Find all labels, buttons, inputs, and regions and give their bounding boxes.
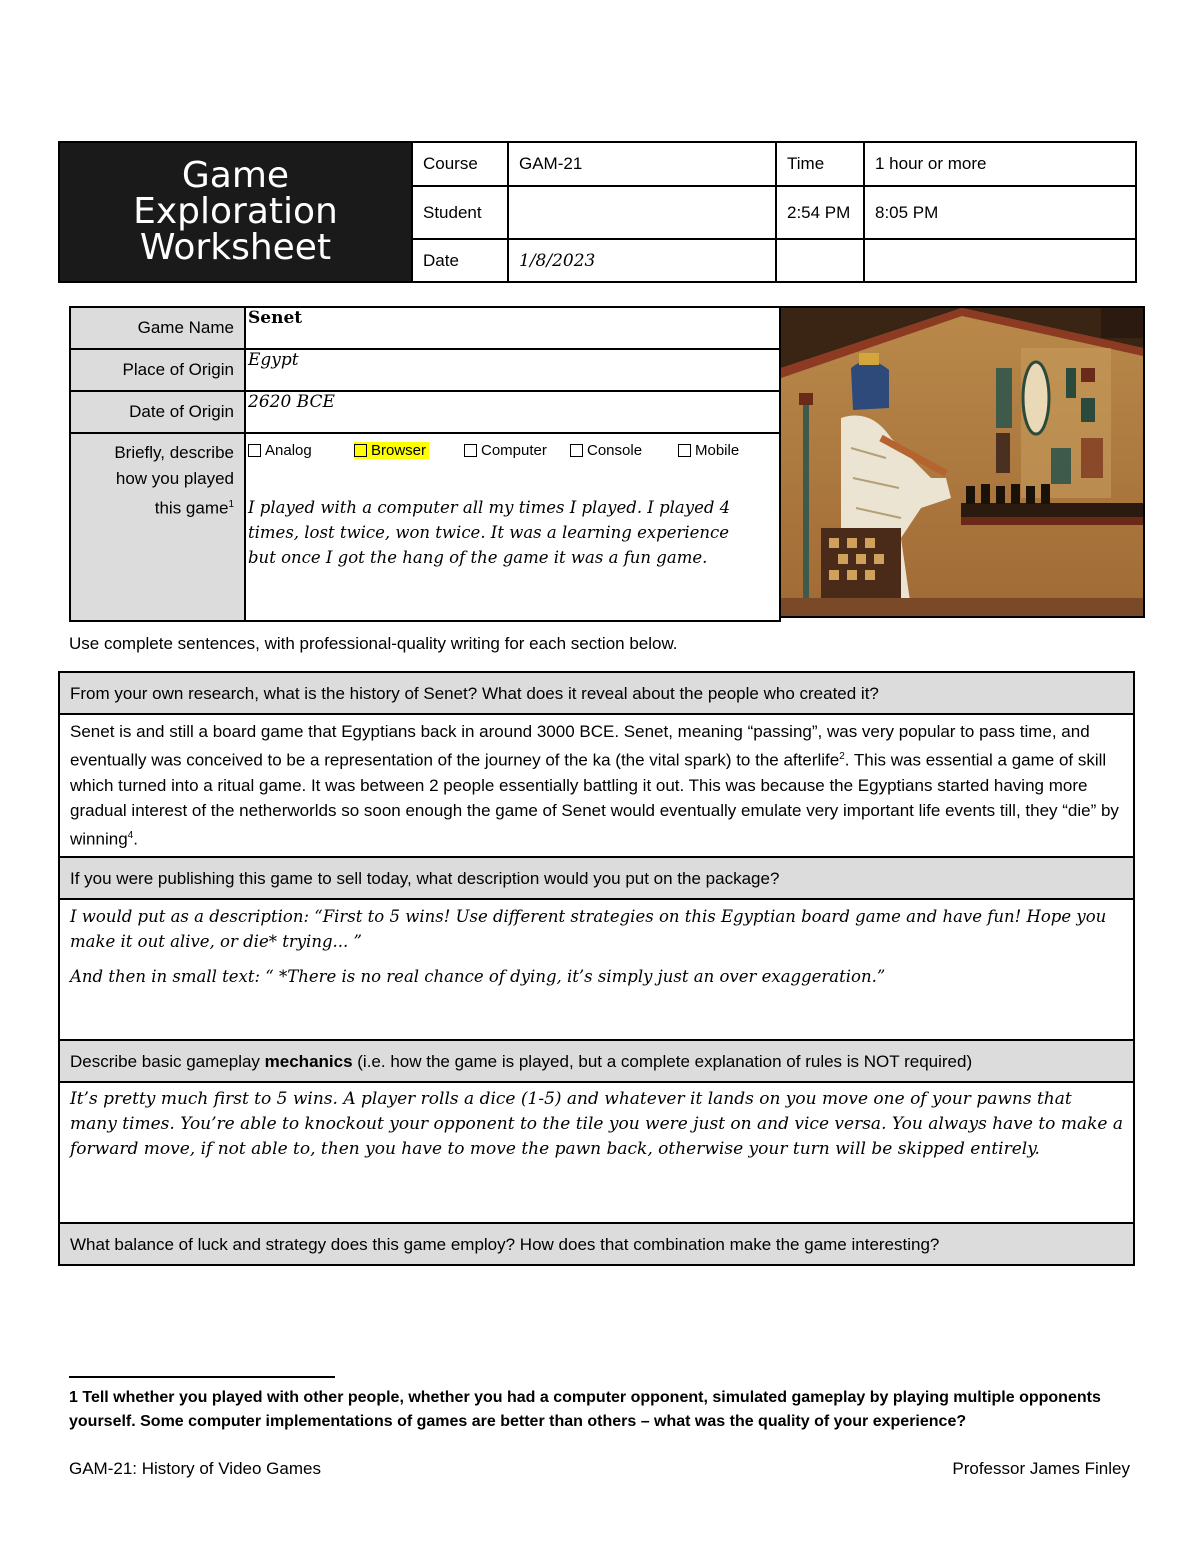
time-label: Time — [776, 142, 864, 186]
footer-professor: Professor James Finley — [952, 1459, 1130, 1478]
empty-cell — [864, 239, 1136, 282]
describe-label — [70, 433, 245, 621]
play-description[interactable]: I played with a computer all my times I played. I played 4 times, lost twice, won twice. It was a learning experience but once I got the hang of the game it was a fun game. — [248, 498, 731, 567]
title-line-3: Worksheet — [139, 227, 332, 268]
answer-history[interactable]: Senet is and still a board game that Egyptians back in around 3000 BCE. Senet, meaning “passing”, was very popular to pass time, and eventually was conceived to be a representation of the journey of the ka (the vital spark) to the afterlife$^2$. This was essential a game of skill which turned into a ritual game. It was between 2 people essentially battling it out. This was because the Egyptians started having more gradual interest of the netherworlds so soon enough the game of Senet would eventually emulate very important life events till, they “die” by winning$^4$. — [59, 714, 1134, 857]
option-browser[interactable] — [354, 442, 464, 459]
describe-label-line: how you played — [115, 469, 234, 488]
header-table — [58, 141, 1137, 283]
question-package-description: If you were publishing this game to sell today, what description would you put on the package? — [59, 857, 1134, 899]
date-of-origin-label: Date of Origin — [70, 391, 245, 433]
question-history: From your own research, what is the history of Senet? What does it reveal about the people who created it? — [59, 672, 1134, 714]
student-value[interactable] — [508, 186, 776, 239]
footnote-separator — [69, 1376, 335, 1378]
package-description-line: I would put as a description: “First to 5 wins! Use different strategies on this Egyptian board game and have fun! Hope you make it out alive, or die* trying... ” — [70, 907, 1107, 951]
questions-table — [58, 671, 1135, 1266]
option-analog[interactable]: Analog — [248, 442, 354, 459]
place-of-origin-value[interactable]: Egypt — [245, 349, 780, 391]
course-value[interactable]: GAM-21 — [508, 142, 776, 186]
date-of-origin-value[interactable]: 2620 BCE — [245, 391, 780, 433]
option-computer[interactable]: Computer — [464, 442, 570, 459]
student-label: Student — [412, 186, 508, 239]
game-name-value[interactable]: Senet — [245, 307, 780, 349]
date-label: Date — [412, 239, 508, 282]
question-luck-strategy: What balance of luck and strategy does this game employ? How does that combination make the game interesting? — [59, 1223, 1134, 1265]
answer-package-description[interactable] — [59, 899, 1134, 1040]
describe-label-line: Briefly, describe — [114, 443, 234, 462]
title-line-2: Exploration — [133, 191, 338, 232]
footer-course: GAM-21: History of Video Games — [69, 1459, 321, 1478]
highlight: Browser — [354, 442, 429, 459]
footnote-ref: 2 — [839, 751, 845, 762]
option-mobile[interactable]: Mobile — [678, 442, 739, 459]
footnote-number: 1 — [69, 1389, 78, 1406]
checkbox-icon[interactable] — [678, 444, 691, 457]
describe-value — [245, 433, 780, 621]
package-small-text: And then in small text: “ *There is no real chance of dying, it’s simply just an over exaggeration.” — [70, 967, 886, 986]
question-mechanics: Describe basic gameplay mechanics (i.e. how the game is played, but a complete explanation of rules is NOT required) — [59, 1040, 1134, 1082]
option-console[interactable]: Console — [570, 442, 678, 459]
footnote-ref: 4 — [127, 829, 134, 841]
date-value[interactable]: 1/8/2023 — [508, 239, 776, 282]
instructions-text: Use complete sentences, with professional-quality writing for each section below. — [69, 634, 678, 653]
describe-label-line: this game$^1$ — [154, 498, 234, 518]
checkbox-icon[interactable] — [248, 444, 261, 457]
empty-cell — [776, 239, 864, 282]
start-time[interactable]: 2:54 PM — [776, 186, 864, 239]
time-value[interactable]: 1 hour or more — [864, 142, 1136, 186]
senet-painting — [779, 306, 1145, 618]
end-time[interactable]: 8:05 PM — [864, 186, 1136, 239]
title-line-1: Game — [181, 155, 290, 196]
footnote-text: Tell whether you played with other people, whether you had a computer opponent, simulated gameplay by playing multiple opponents yourself. Some computer implementations of games are better than others – what was the quality of your experience? — [69, 1389, 1101, 1430]
place-of-origin-label: Place of Origin — [70, 349, 245, 391]
nefertari-painting-image — [781, 308, 1143, 616]
checkbox-icon[interactable] — [354, 444, 367, 457]
checkbox-icon[interactable] — [570, 444, 583, 457]
course-label: Course — [412, 142, 508, 186]
checkbox-icon[interactable] — [464, 444, 477, 457]
answer-mechanics[interactable]: It’s pretty much first to 5 wins. A player rolls a dice (1-5) and whatever it lands on you move one of your pawns that many times. You’re able to knockout your opponent to the tile you were just on and vice versa. You always have to make a forward move, if not able to, then you have to move the pawn back, otherwise your turn will be skipped entirely. — [59, 1082, 1134, 1223]
worksheet-title — [59, 142, 412, 282]
game-info-table — [69, 306, 781, 622]
footnote — [69, 1386, 1129, 1434]
game-name-label: Game Name — [70, 307, 245, 349]
platform-options — [248, 442, 777, 459]
footnote-ref: 1 — [228, 499, 234, 510]
